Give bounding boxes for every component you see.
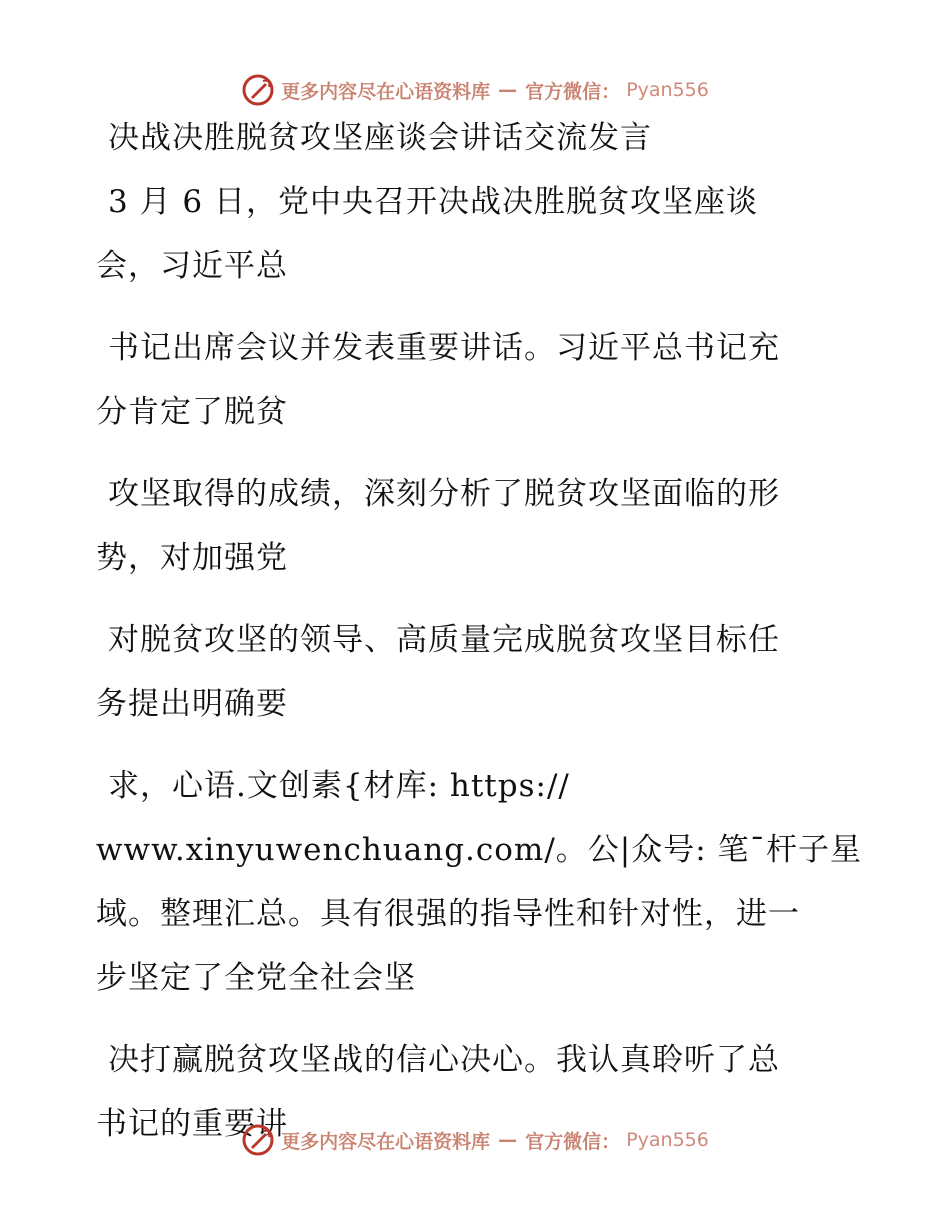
paragraph-line: 务提出明确要 <box>96 686 288 722</box>
paragraph-line: 会，习近平总 <box>96 248 288 284</box>
paragraph-line: 书记的重要讲 <box>96 1106 288 1142</box>
paragraph-line: 域。整理汇总。具有很强的指导性和针对性，进一 <box>96 896 800 932</box>
paragraph-line: 分肯定了脱贫 <box>96 394 288 430</box>
paragraph-line: 书记出席会议并发表重要讲话。习近平总书记充 <box>108 330 780 366</box>
banner-wechat-id: Pyan556 <box>626 79 709 101</box>
banner-main-text: 更多内容尽在心语资料库 <box>281 80 491 103</box>
quill-logo-icon <box>241 1123 275 1157</box>
paragraph-line: 攻坚取得的成绩，深刻分析了脱贫攻坚面临的形 <box>108 476 780 512</box>
document-body <box>96 120 886 1142</box>
watermark-group <box>241 73 709 107</box>
quill-logo-icon <box>241 73 275 107</box>
header-watermark-banner <box>0 70 950 110</box>
paragraph-line: 步坚定了全党全社会坚 <box>96 960 416 996</box>
banner-wechat-id: Pyan556 <box>626 1129 709 1151</box>
paragraph-line: 对脱贫攻坚的领导、高质量完成脱贫攻坚目标任 <box>108 622 780 658</box>
banner-dash: — <box>498 79 518 101</box>
footer-watermark-banner <box>0 1120 950 1160</box>
paragraph-line: 3 月 6 日，党中央召开决战决胜脱贫攻坚座谈 <box>108 184 759 220</box>
banner-official-label: 官方微信： <box>525 1130 621 1153</box>
document-title: 决战决胜脱贫攻坚座谈会讲话交流发言 <box>108 120 652 156</box>
banner-official-label: 官方微信： <box>525 80 621 103</box>
banner-dash: — <box>498 1129 518 1151</box>
paragraph-line: 决打赢脱贫攻坚战的信心决心。我认真聆听了总 <box>108 1042 780 1078</box>
watermark-group <box>241 1123 709 1157</box>
banner-main-text: 更多内容尽在心语资料库 <box>281 1130 491 1153</box>
paragraph-line: www.xinyuwenchuang.com/。公|众号: 笔¯杆子星 <box>96 832 863 868</box>
paragraph-line: 求，心语.文创素{材库: https:// <box>108 768 570 804</box>
paragraph-line: 势，对加强党 <box>96 540 288 576</box>
